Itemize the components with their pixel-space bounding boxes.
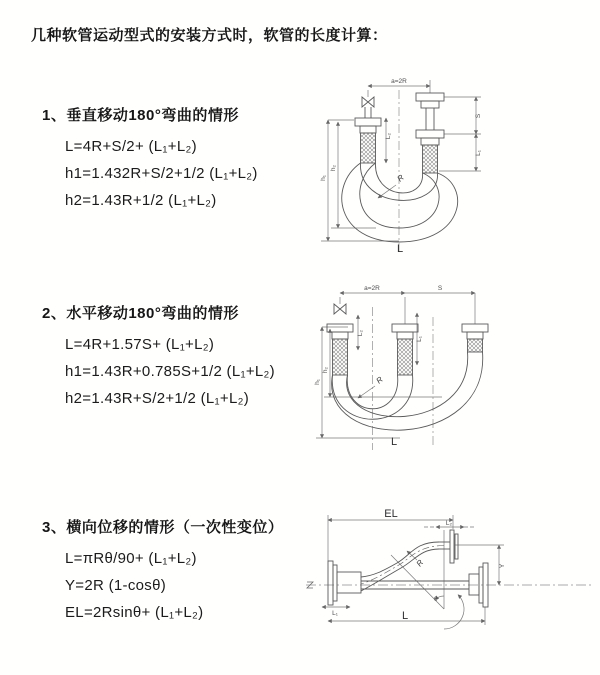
- hose-assembly: [342, 93, 458, 242]
- dim-label-h1: h₁: [314, 379, 321, 385]
- length-label: L: [401, 610, 409, 622]
- dim-label-l1: L₁: [332, 610, 338, 617]
- diagram-horizontal-180-bend: [312, 282, 522, 458]
- dim-label-l2: L₂: [357, 329, 364, 337]
- length-label: L: [396, 243, 404, 255]
- dimension-lines: [321, 80, 481, 241]
- diagram-vertical-180-bend: [314, 68, 594, 264]
- dim-label-h2: h₂: [322, 366, 329, 374]
- formula-l: L=4R+1.57S+ (L₁+L₂): [65, 336, 215, 353]
- section-3: [42, 516, 283, 626]
- dim-label-h1: h₁: [320, 175, 327, 181]
- length-label: L: [390, 436, 398, 448]
- dim-label-l1: L₁: [475, 150, 482, 156]
- valve-icon: [362, 97, 374, 107]
- braid-section: [333, 339, 348, 375]
- section-2: [42, 302, 275, 412]
- dim-label-l2: L₂: [385, 132, 392, 140]
- braid-section: [361, 133, 376, 163]
- formula-h2: h2=1.43R+S/2+1/2 (L₁+L₂): [65, 390, 250, 407]
- formula-h2: h2=1.43R+1/2 (L₁+L₂): [65, 192, 217, 209]
- section-1: [42, 104, 258, 214]
- dim-label-a2r: a=2R: [364, 285, 380, 292]
- braid-section: [468, 339, 483, 352]
- radius-label: R: [395, 172, 406, 184]
- dim-label-a2r: a=2R: [391, 78, 407, 85]
- dim-label-l2: L₂: [445, 520, 453, 527]
- formula-y: Y=2R (1-cosθ): [65, 577, 167, 594]
- section-3-heading: 3、横向位移的情形（一次性变位）: [42, 519, 284, 536]
- formula-l: L=4R+S/2+ (L₁+L₂): [65, 138, 197, 155]
- diagram-labels: [320, 78, 482, 255]
- hose-centerline: [361, 546, 444, 585]
- braid-section: [398, 339, 413, 375]
- formula-h1: h1=1.432R+S/2+1/2 (L₁+L₂): [65, 165, 258, 182]
- hose-assembly: [328, 530, 488, 607]
- dim-label-y: Y: [499, 563, 506, 569]
- hose-assembly: [327, 304, 488, 430]
- section-2-heading: 2、水平移动180°弯曲的情形: [42, 305, 239, 322]
- radius-label: R: [414, 558, 426, 569]
- section-1-heading: 1、垂直移动180°弯曲的情形: [42, 107, 239, 124]
- formula-h1: h1=1.43R+0.785S+1/2 (L₁+L₂): [65, 363, 275, 380]
- dim-label-el: EL: [384, 508, 398, 520]
- braid-section: [423, 145, 438, 173]
- page-title: 几种软管运动型式的安装方式时，软管的长度计算：: [31, 27, 388, 44]
- radius-label: R: [374, 374, 385, 386]
- valve-icon: [334, 304, 346, 314]
- diagram-lateral-displacement: [303, 503, 597, 643]
- diagram-labels: [332, 508, 506, 622]
- formula-l: L=πRθ/90+ (L₁+L₂): [65, 550, 197, 567]
- angle-label: θ: [434, 596, 438, 603]
- dim-label-h2: h₂: [330, 164, 337, 172]
- dim-label-l1: L₁: [416, 336, 423, 342]
- dim-label-s: S: [437, 285, 443, 292]
- formula-el: EL=2Rsinθ+ (L₁+L₂): [65, 604, 204, 621]
- dim-label-s: S: [475, 113, 482, 119]
